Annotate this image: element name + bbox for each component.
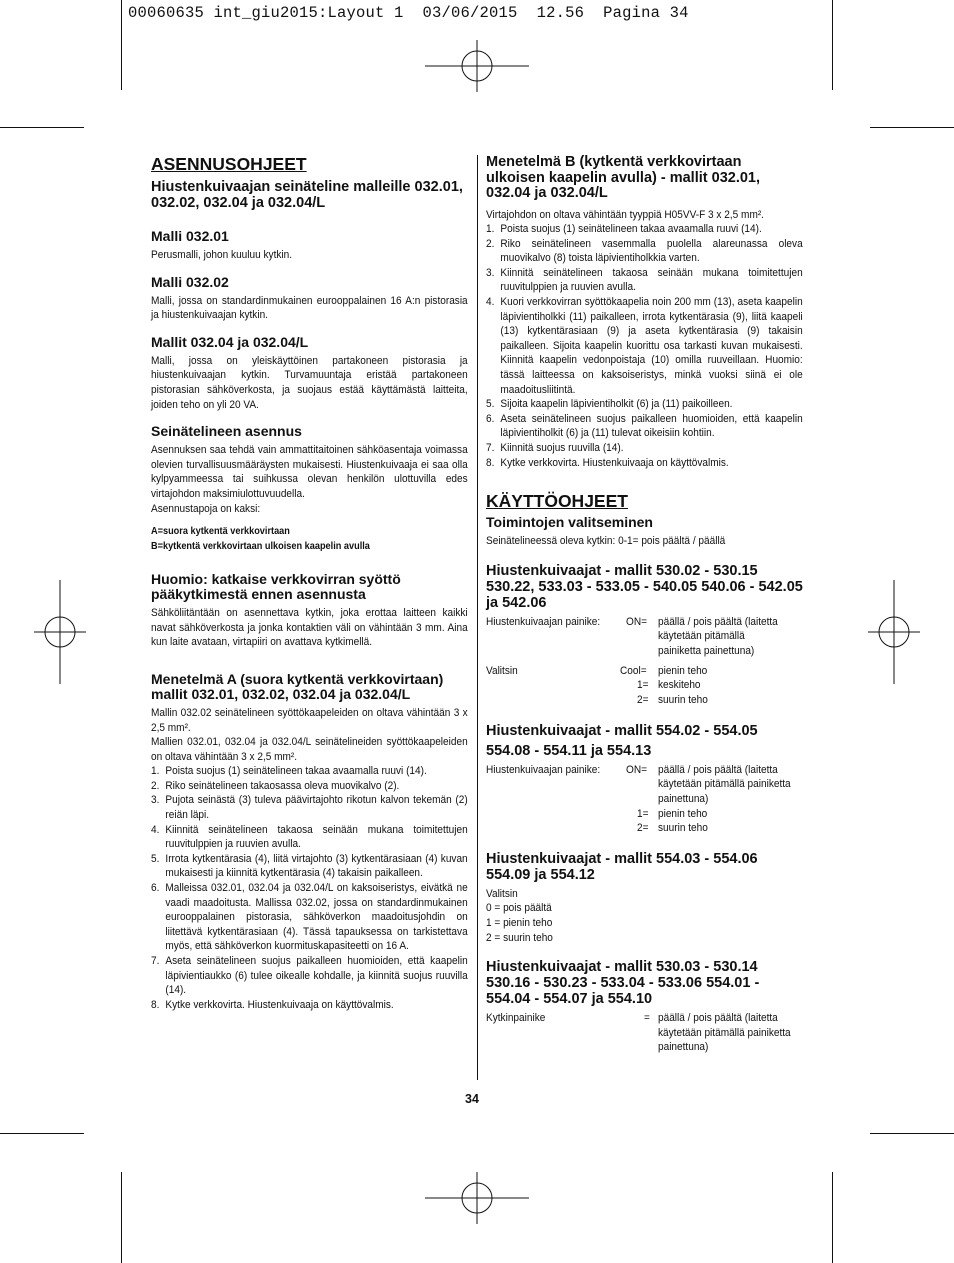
usage-subtitle: Toimintojen valitseminen (486, 514, 653, 531)
list-item: 5. Sijoita kaapelin läpivientiholkit (6) ja (11) paikoilleen. (486, 398, 733, 411)
installation-text: Asennustapoja on kaksi: (151, 502, 261, 515)
group3-line: Valitsin (486, 887, 518, 900)
group3-heading: Hiustenkuivaajat - mallit 554.03 - 554.06 554.09 ja 554.12 (486, 850, 758, 883)
group2-button-spec: Hiustenkuivaajan painike: ON= päällä / pois päältä (laitetta käytetään pitämällä painiketta painettuna) 1= pienin teho 2= suurin teho (486, 763, 791, 835)
registration-mark-bottom (425, 1172, 529, 1224)
group4-heading: Hiustenkuivaajat - mallit 530.03 - 530.14 530.16 - 530.23 - 533.04 - 533.06 554.01 - 554.04 - 554.07 ja 554.10 (486, 959, 760, 1008)
group2-heading: Hiustenkuivaajat - mallit 554.02 - 554.05 (486, 722, 758, 739)
group3-line: 2 = suurin teho (486, 931, 553, 944)
list-item: 7. Aseta seinätelineen suojus paikalleen huomioiden, että kaapelin läpivientiaukko (6) tulee oikealle kohdalle, ja kiinnitä suojus ruuvilla (14). (151, 955, 468, 997)
model-text: Malli, jossa on yleiskäyttöinen partakoneen pistorasia ja hiustenkuivaajan kytkin. Turvamuuntaja eristää partakoneen pistorasian sähköverkosta, ja suojaus estää käyttämästä laitteita, joiden teho on yli 20 VA. (151, 354, 468, 411)
model-heading: Mallit 032.04 ja 032.04/L (151, 333, 309, 350)
list-item: 1. Poista suojus (1) seinätelineen takaa avaamalla ruuvi (14). (486, 223, 762, 236)
list-item: 2. Riko seinätelineen takaosassa oleva muovikalvo (2). (151, 779, 400, 792)
section-title-installation: ASENNUSOHJEET (151, 154, 307, 174)
column-divider (477, 155, 478, 1080)
crop-mark (121, 0, 122, 90)
warning-text: Sähköliitäntään on asennettava kytkin, joka erottaa laitteen kaikki navat sähköverkosta ja jonka kontaktien väli on vähintään 3 mm. Aina kun laite avataan, virtapiiri on avattava kytkimellä. (151, 607, 468, 649)
installation-heading: Seinätelineen asennus (151, 423, 302, 440)
left-column (151, 155, 468, 1012)
method-b-text: Virtajohdon on oltava vähintään tyyppiä H05VV-F 3 x 2,5 mm². (486, 208, 764, 221)
option-a: A=suora kytkentä verkkovirtaan (151, 526, 290, 538)
method-b-heading: Menetelmä B (kytkentä verkkovirtaan ulkoisen kaapelin avulla) - mallit 032.01, 032.04 ja 032.04/L (486, 154, 761, 201)
page-number: 34 (465, 1092, 479, 1106)
group1-heading: Hiustenkuivaajat - mallit 530.02 - 530.15 530.22, 533.03 - 533.05 - 540.05 540.06 - 542.05 ja 542.06 (486, 562, 803, 611)
crop-mark (0, 127, 84, 128)
method-a-text: Mallin 032.02 seinätelineen syöttökaapeleiden on oltava vähintään 3 x 2,5 mm². (151, 706, 468, 734)
model-text: Perusmalli, johon kuuluu kytkin. (151, 249, 293, 261)
list-item: 4. Kuori verkkovirran syöttökaapelia noin 200 mm (13), aseta kaapelin läpivientiholkki (11) paikalleen, irrota kytkentärasia (9), liitä kaapeli (13) kytkentärasiaan (9) ja aseta kytkentärasia (9) takaisin paikalleen. Sijoita kaapelin kuorittu osa tarkasti kuvan mukaisesti. Kiinnitä kaapelin vedonpoistaja (10) omilla ruuveillaan. Huomio: tässä laitteessa on kaksoiseristys, minkä vuoksi siinä ei ole maadoitusliitintä. (486, 296, 803, 396)
crop-mark (870, 1133, 954, 1134)
print-slug: 00060635 int_giu2015:Layout 1 03/06/2015 12.56 Pagina 34 (128, 4, 689, 22)
right-column (486, 155, 803, 1056)
warning-heading: Huomio: katkaise verkkovirran syöttö pääkytkimestä ennen asennusta (151, 571, 401, 603)
method-a-text: Mallien 032.01, 032.04 ja 032.04/L seinätelineiden syöttökaapeleiden on oltava vähintään 3 x 2,5 mm². (151, 736, 468, 763)
list-item: 3. Kiinnitä seinätelineen takaosa seinään mukana toimitettujen ruuvitulppien ja ruuvien avulla. (486, 266, 803, 294)
crop-mark (121, 1172, 122, 1263)
list-item: 4. Kiinnitä seinätelineen takaosa seinään mukana toimitettujen ruuvitulppien ja ruuvien avulla. (151, 823, 468, 851)
list-item: 8. Kytke verkkovirta. Hiustenkuivaaja on käyttövalmis. (151, 998, 394, 1011)
list-item: 6. Aseta seinätelineen suojus paikalleen huomioiden, että kaapelin läpivientiholkit (6) ja (11) tulevat oikeisiin kohtiin. (486, 412, 803, 440)
group1-button-spec: Hiustenkuivaajan painike: ON= päällä / pois päältä (laitetta käytetään pitämällä painiketta painettuna) (486, 615, 778, 657)
usage-text: Seinätelineessä oleva kytkin: 0-1= pois päältä / päällä (486, 535, 726, 548)
group4-switch-spec: Kytkinpainike = päällä / pois päältä (laitetta käytetään pitämällä painiketta painettuna) (486, 1012, 791, 1054)
crop-mark (0, 1133, 84, 1134)
list-item: 3. Pujota seinästä (3) tuleva päävirtajohto rikotun kalvon tekemän (2) reiän läpi. (151, 794, 468, 822)
group3-line: 1 = pienin teho (486, 916, 553, 929)
installation-text: Asennuksen saa tehdä vain ammattitaitoinen sähköasentaja voimassa olevien turvallisuusmääräysten mukaisesti. Hiustenkuivaaja ei saa olla kylpyammeessa tai suihkussa olevan henkilön ulottuvilla edes virtajohdon maksimiulottuvuudella. (151, 444, 468, 500)
list-item: 1. Poista suojus (1) seinätelineen takaa avaamalla ruuvi (14). (151, 765, 427, 778)
crop-mark (832, 1172, 833, 1263)
option-b: B=kytkentä verkkovirtaan ulkoisen kaapelin avulla (151, 541, 370, 553)
method-b-steps (486, 222, 803, 470)
group2-heading: 554.08 - 554.11 ja 554.13 (486, 742, 652, 759)
registration-mark-right (868, 580, 920, 684)
installation-subtitle: Hiustenkuivaajan seinäteline malleille 032.01, 032.02, 032.04 ja 032.04/L (151, 179, 463, 211)
group3-line: 0 = pois päältä (486, 902, 552, 915)
model-text: Malli, jossa on standardinmukainen eurooppalainen 16 A:n pistorasia ja hiustenkuivaajan kytkin. (151, 294, 468, 322)
method-a-heading: Menetelmä A (suora kytkentä verkkovirtaan) mallit 032.01, 032.02, 032.04 ja 032.04/L (151, 670, 444, 702)
list-item: 7. Kiinnitä suojus ruuvilla (14). (486, 442, 624, 454)
registration-mark-top (425, 40, 529, 92)
model-heading: Malli 032.02 (151, 273, 229, 290)
list-item: 5. Irrota kytkentärasia (4), liitä virtajohto (3) kytkentärasiaan (4) kuvan mukaisesti ja kiinnitä kytkentärasia (4) takaisin paikalleen. (151, 852, 468, 880)
model-heading: Malli 032.01 (151, 228, 229, 244)
list-item: 6. Malleissa 032.01, 032.04 ja 032.04/L on kaksoiseristys, eivätkä ne vaadi maadoitusta. Mallissa 032.02, jossa on standardinmukainen eurooppalainen pistorasia, sähköverkon maadoitusjohdin on liitettävä kytkentärasiaan (4). Tässä tapauksessa on tarkistettava myös, että sähköverkon kuormituskapasiteetti on 16 A. (151, 882, 468, 953)
method-a-steps (151, 764, 468, 1012)
list-item: 2. Riko seinätelineen vasemmalla puolella alareunassa oleva muovikalvo (8) toista läpivientiholkkia varten. (486, 237, 803, 265)
crop-mark (832, 0, 833, 90)
registration-mark-left (34, 580, 86, 684)
crop-mark (870, 127, 954, 128)
group1-selector-spec: Valitsin Cool= pienin teho 1= keskiteho 2= suurin teho (486, 664, 708, 706)
section-title-usage: KÄYTTÖOHJEET (486, 491, 628, 512)
list-item: 8. Kytke verkkovirta. Hiustenkuivaaja on käyttövalmis. (486, 456, 729, 469)
